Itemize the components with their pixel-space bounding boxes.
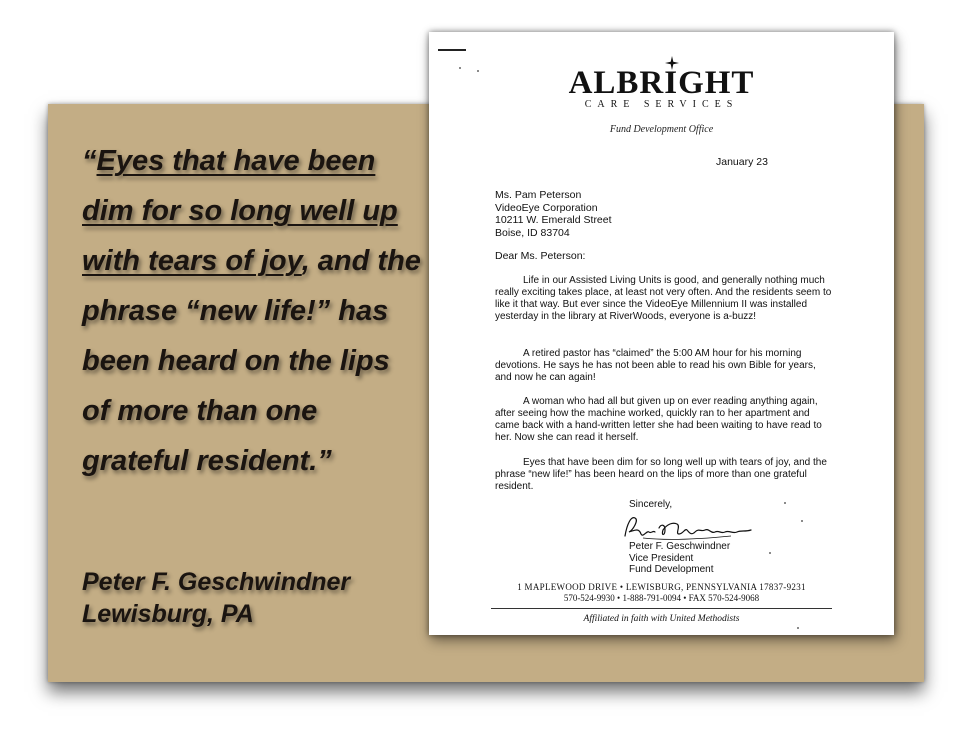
scan-speck	[769, 552, 771, 554]
footer-phones: 570-524-9930 • 1-888-791-0094 • FAX 570-524-9068	[563, 593, 760, 603]
recipient-line: 10211 W. Emerald Street	[495, 214, 612, 226]
attribution-location: Lewisburg, PA	[82, 600, 254, 628]
albright-logo-subtitle: CARE SERVICES	[584, 99, 739, 110]
letter-paragraph: A woman who had all but given up on ever reading anything again, after seeing how the machine worked, quickly ran to her apartment and came back with a hand-written letter she had been waiting to have read to her. Now she can read it herself.	[495, 396, 822, 443]
recipient-line: Ms. Pam Peterson	[495, 189, 582, 201]
recipient-line: Boise, ID 83704	[495, 226, 570, 239]
signer-line: Fund Development	[629, 564, 714, 575]
footer-divider	[491, 608, 832, 609]
signer-line: Vice President	[629, 552, 694, 564]
scan-speck	[784, 502, 786, 504]
quote-open-mark: “	[82, 145, 97, 177]
letter-closing: Sincerely,	[629, 499, 673, 510]
footer-address: 1 MAPLEWOOD DRIVE • LEWISBURG, PENNSYLVANIA 17837-9231	[517, 582, 806, 592]
signer-block	[629, 541, 730, 576]
scanned-letter	[429, 32, 894, 635]
quote-rest-text: , and the phrase “new life!” has been heard on the lips of more than one grateful resident.”	[82, 245, 421, 477]
recipient-line: VideoEye Corporation	[495, 201, 598, 214]
letter-date: January 23	[716, 156, 768, 168]
scan-mark	[438, 49, 466, 51]
attribution-name: Peter F. Geschwindner	[82, 568, 351, 596]
quote-attribution	[82, 566, 422, 630]
signer-line: Peter F. Geschwindner	[629, 541, 731, 552]
salutation: Dear Ms. Peterson:	[495, 250, 586, 262]
letter-paragraph: Life in our Assisted Living Units is good, and generally nothing much really exciting takes place, at least not very often. And the residents seem to like it that way. But ever since the VideoEye Millennium II was installed yesterday in the library at RiverWoods, everyone is a-buzz!	[495, 275, 832, 322]
letter-paragraph: A retired pastor has “claimed” the 5:00 AM hour for his morning devotions. He says he has not been able to read his own Bible for years, and now he can again!	[495, 348, 816, 383]
quote-underlined-text: Eyes that have been dim for so long well up with tears of joy	[82, 145, 398, 277]
footer-affiliation: Affiliated in faith with United Methodists	[583, 614, 740, 624]
letter-paragraph: Eyes that have been dim for so long well up with tears of joy, and the phrase “new life!” has been heard on the lips of more than one grateful resident.	[495, 457, 827, 492]
albright-logo: ALBRIGHT	[568, 65, 755, 101]
office-name: Fund Development Office	[609, 124, 714, 135]
scan-speck	[797, 627, 799, 629]
scan-speck	[801, 520, 803, 522]
recipient-address	[495, 189, 612, 239]
pull-quote	[82, 136, 422, 486]
